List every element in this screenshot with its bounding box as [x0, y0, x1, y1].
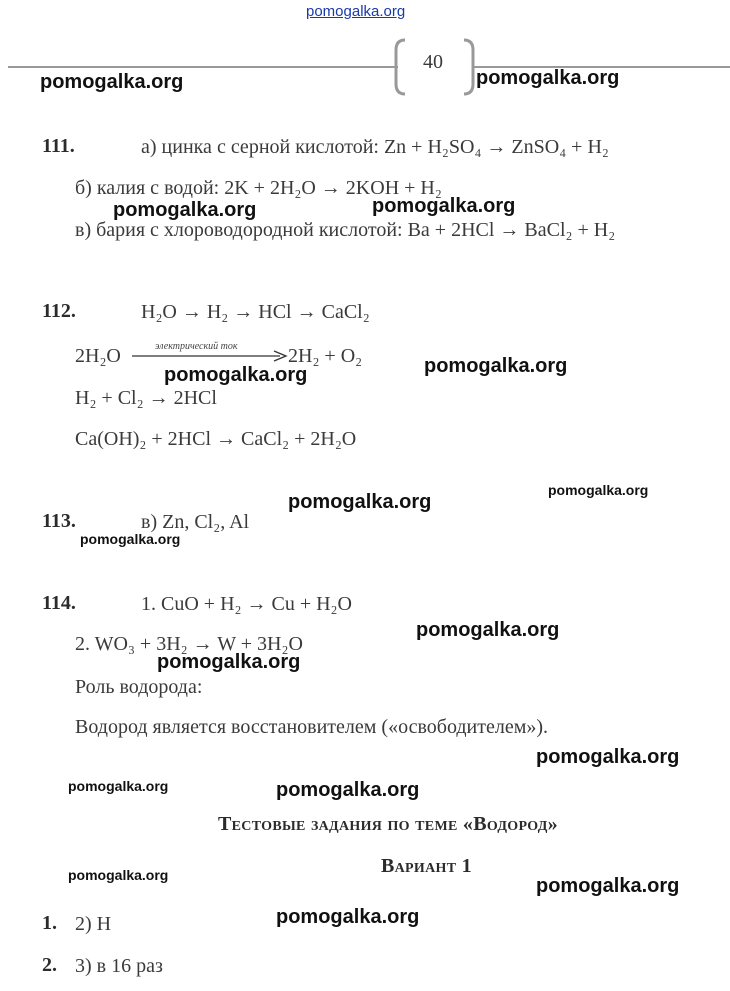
watermark: pomogalka.org — [476, 67, 620, 89]
watermark: pomogalka.org — [548, 482, 649, 498]
test-answer-number: 1. — [42, 912, 57, 934]
problem-number-111: 111. — [42, 135, 75, 157]
tests-variant-heading: Вариант 1 — [381, 855, 472, 877]
watermark: pomogalka.org — [157, 651, 301, 673]
top-watermark: pomogalka.org — [306, 3, 406, 20]
watermark: pomogalka.org — [164, 364, 308, 386]
p111-line-a: а) цинка с серной кислотой: Zn + H₂SO₄ → ZnSO₄ + H₂ — [141, 136, 609, 158]
watermark: pomogalka.org — [113, 199, 257, 221]
test-answer-text: 3) в 16 раз — [75, 955, 163, 977]
page-number: 40 — [423, 51, 443, 73]
problem-number-114: 114. — [42, 592, 76, 614]
problem-number-113: 113. — [42, 510, 76, 532]
problem-number-112: 112. — [42, 300, 76, 322]
page-number-bracket-right — [462, 38, 476, 96]
watermark: pomogalka.org — [68, 867, 169, 883]
watermark: pomogalka.org — [68, 778, 169, 794]
p112-chain: H₂O → H₂ → HCl → CaCl₂ — [141, 301, 370, 323]
watermark: pomogalka.org — [536, 746, 680, 768]
p112-eq1-left: 2H₂O — [75, 345, 121, 367]
watermark: pomogalka.org — [424, 355, 568, 377]
test-answer-text: 2) H — [75, 913, 112, 935]
p112-eq1-arrow — [132, 350, 288, 362]
p114-role-label: Роль водорода: — [75, 676, 203, 698]
header-rule-left — [8, 66, 398, 68]
watermark: pomogalka.org — [372, 195, 516, 217]
p114-eq1: 1. CuO + H₂ → Cu + H₂O — [141, 593, 352, 615]
p112-eq1-right: 2H₂ + O₂ — [288, 345, 363, 367]
p112-eq1-arrow-label: электрический ток — [155, 341, 238, 352]
page-number-bracket-left — [393, 38, 407, 96]
watermark: pomogalka.org — [416, 619, 560, 641]
watermark: pomogalka.org — [288, 491, 432, 513]
p112-eq2: H₂ + Cl₂ → 2HCl — [75, 387, 217, 409]
p112-eq3: Ca(OH)₂ + 2HCl → CaCl₂ + 2H₂O — [75, 428, 357, 450]
p111-line-b: б) калия с водой: 2K + 2H₂O → 2KOH + H₂ — [75, 177, 442, 199]
p111-line-c: в) бария с хлороводородной кислотой: Ba + 2HCl → BaCl₂ + H₂ — [75, 219, 616, 241]
test-answer-number: 2. — [42, 954, 57, 976]
watermark: pomogalka.org — [80, 531, 181, 547]
p114-eq2: 2. WO₃ + 3H₂ → W + 3H₂O — [75, 633, 303, 655]
watermark: pomogalka.org — [276, 779, 420, 801]
p114-role-text: Водород является восстановителем («освободителем»). — [75, 716, 549, 738]
watermark: pomogalka.org — [536, 875, 680, 897]
watermark: pomogalka.org — [276, 906, 420, 928]
tests-section-title: Тестовые задания по теме «Водород» — [218, 813, 558, 835]
watermark: pomogalka.org — [40, 71, 184, 93]
p113-answer: в) Zn, Cl₂, Al — [141, 511, 250, 533]
